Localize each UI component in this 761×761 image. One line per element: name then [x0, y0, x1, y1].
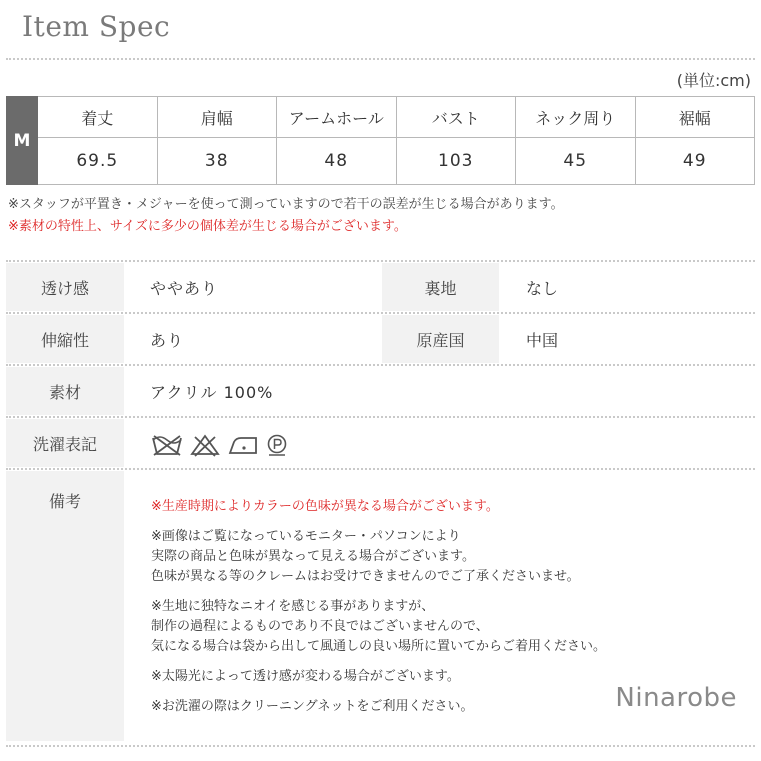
transparency-label: 透け感	[6, 263, 124, 311]
care-label: 洗濯表記	[6, 419, 124, 467]
table-header: 着丈	[38, 97, 158, 138]
divider	[6, 260, 755, 262]
table-header: アームホール	[277, 97, 397, 138]
table-cell: 38	[157, 138, 277, 185]
remark-odor	[151, 597, 606, 657]
origin-value: 中国	[526, 330, 559, 350]
low-iron-icon	[226, 433, 260, 457]
material-value: アクリル 100%	[150, 382, 274, 402]
remark-laundry: ※お洗濯の際はクリーニングネットをご利用ください。	[151, 699, 474, 714]
divider	[6, 416, 755, 418]
spec-row-stretch	[6, 315, 755, 363]
care-icons	[150, 433, 288, 457]
divider	[6, 312, 755, 314]
table-header: 裾幅	[635, 97, 755, 138]
remarks-text	[151, 497, 606, 727]
remarks-label: 備考	[6, 471, 124, 741]
origin-label: 原産国	[382, 315, 499, 363]
table-header: 肩幅	[157, 97, 277, 138]
divider	[6, 364, 755, 366]
remark-line: ※画像はご覧になっているモニター・パソコンにより	[151, 529, 461, 544]
unit-label: (単位:cm)	[676, 71, 751, 90]
remark-line: 実際の商品と色味が異なって見える場合がございます。	[151, 549, 475, 564]
remark-sunlight: ※太陽光によって透け感が変わる場合がございます。	[151, 669, 460, 684]
no-bleach-icon	[190, 433, 220, 457]
divider	[6, 58, 755, 60]
remark-monitor	[151, 527, 606, 587]
remark-line: ※生地に独特なニオイを感じる事がありますが、	[151, 599, 435, 614]
dry-clean-p-icon	[266, 433, 288, 457]
transparency-value: ややあり	[150, 278, 219, 298]
material-note: ※素材の特性上、サイズに多少の個体差が生じる場合がございます。	[8, 219, 407, 234]
page-title: Item Spec	[22, 10, 171, 43]
size-label: M	[7, 97, 38, 185]
remark-color: ※生産時期によりカラーの色味が異なる場合がございます。	[151, 499, 499, 514]
stretch-value: あり	[150, 330, 185, 350]
divider	[6, 468, 755, 470]
spec-row-material	[6, 367, 755, 415]
stretch-label: 伸縮性	[6, 315, 124, 363]
lining-value: なし	[526, 278, 559, 298]
table-header: ネック周り	[516, 97, 636, 138]
brand-logo: Ninarobe	[615, 683, 737, 713]
table-cell: 69.5	[38, 138, 158, 185]
size-table	[6, 96, 755, 185]
remark-line: 気になる場合は袋から出して風通しの良い場所に置いてからご着用ください。	[151, 639, 607, 654]
spec-row-transparency	[6, 263, 755, 311]
remarks-row	[6, 471, 755, 741]
remark-line: 制作の過程によるものであり不良ではございませんので、	[151, 619, 489, 634]
material-label: 素材	[6, 367, 124, 415]
table-cell: 48	[277, 138, 397, 185]
divider	[6, 745, 755, 747]
spec-row-care	[6, 419, 755, 467]
measure-note: ※スタッフが平置き・メジャーを使って測っていますので若干の誤差が生じる場合があります。	[8, 197, 564, 212]
remark-line: 色味が異なる等のクレームはお受けできませんのでご了承くださいませ。	[151, 569, 580, 584]
table-cell: 103	[396, 138, 516, 185]
table-cell: 45	[516, 138, 636, 185]
no-wash-icon	[150, 433, 184, 457]
table-cell: 49	[635, 138, 755, 185]
table-header: バスト	[396, 97, 516, 138]
lining-label: 裏地	[382, 263, 499, 311]
